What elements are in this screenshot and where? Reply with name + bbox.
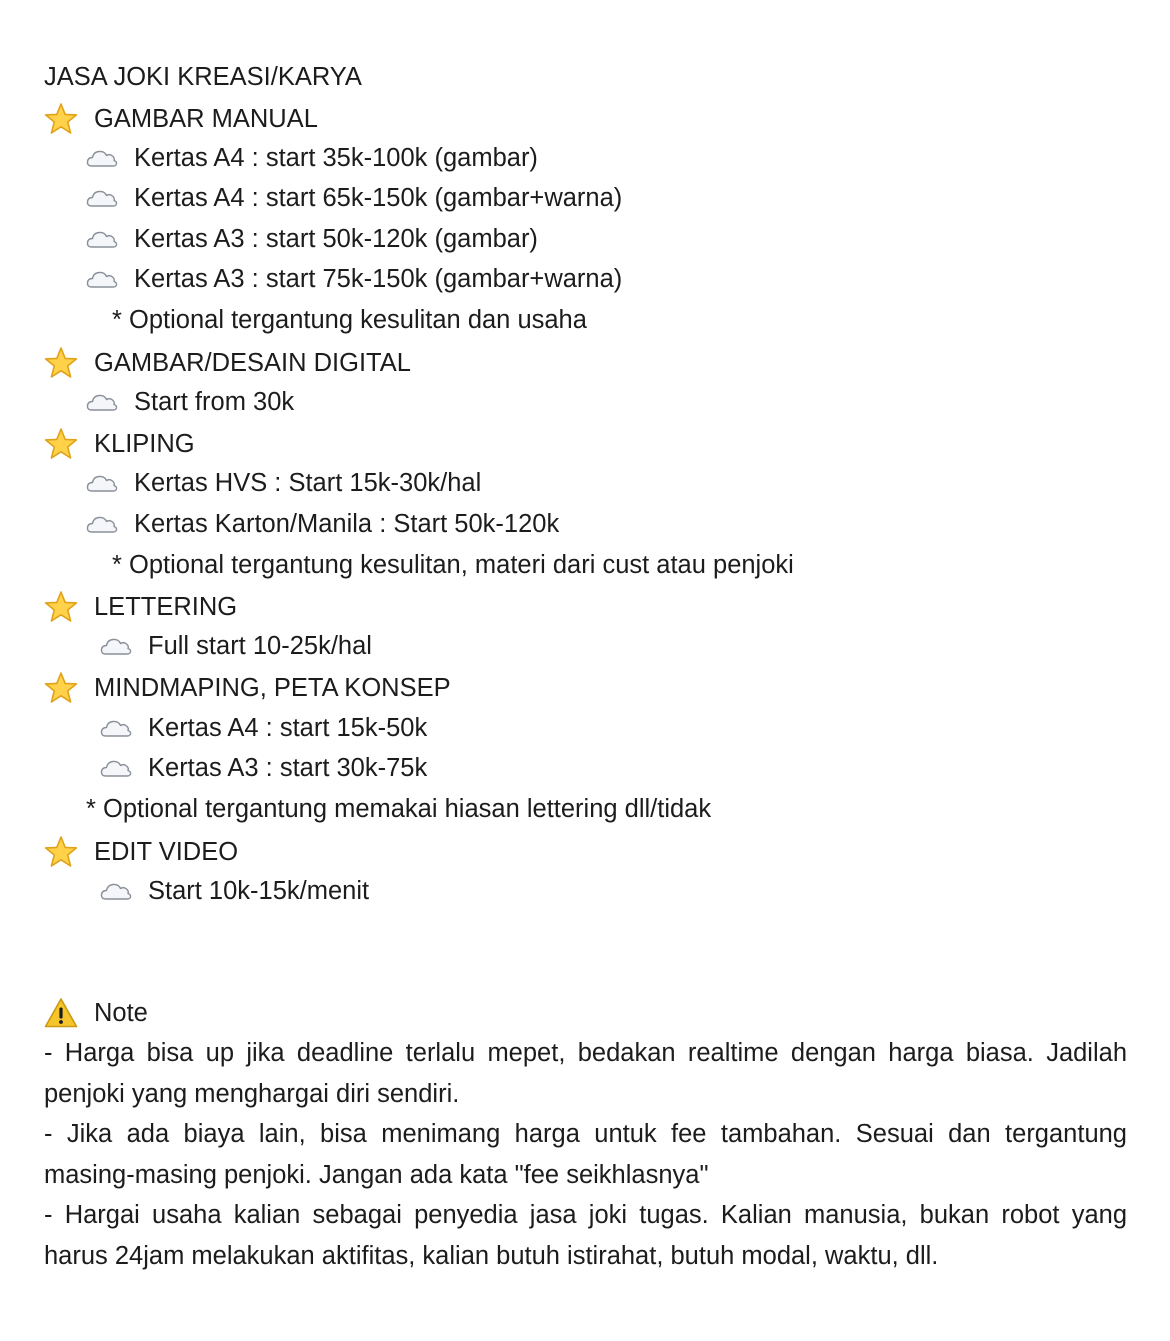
cloud-icon <box>100 757 132 779</box>
note-label: Note <box>94 999 148 1027</box>
list-item <box>86 143 538 173</box>
list-item-text: Kertas A3 : start 50k-120k (gambar) <box>134 225 538 253</box>
cloud-icon <box>86 268 118 290</box>
warning-icon <box>44 997 78 1029</box>
cloud-icon <box>100 880 132 902</box>
cloud-icon <box>100 635 132 657</box>
cloud-icon <box>100 717 132 739</box>
list-item <box>86 264 622 294</box>
list-item-text: Kertas A4 : start 35k-100k (gambar) <box>134 144 538 172</box>
cloud-icon <box>86 147 118 169</box>
cloud-icon <box>86 472 118 494</box>
list-item <box>100 753 427 783</box>
note-paragraph: - Hargai usaha kalian sebagai penyedia jasa joki tugas. Kalian manusia, bukan robot yang harus 24jam melakukan aktifitas, kalian butuh istirahat, butuh modal, waktu, dll. <box>44 1201 1127 1270</box>
note-body <box>44 1033 1127 1276</box>
section-label: LETTERING <box>94 593 238 621</box>
list-item <box>86 509 559 539</box>
footnote: * Optional tergantung kesulitan dan usaha <box>112 306 587 334</box>
list-item-text: Start from 30k <box>134 388 295 416</box>
list-item-text: Kertas Karton/Manila : Start 50k-120k <box>134 510 560 538</box>
list-item <box>86 183 622 213</box>
list-item-text: Kertas A4 : start 65k-150k (gambar+warna) <box>134 184 623 212</box>
note-paragraph: - Harga bisa up jika deadline terlalu mepet, bedakan realtime dengan harga biasa. Jadilah penjoki yang menghargai diri sendiri. <box>44 1039 1127 1108</box>
cloud-icon <box>86 513 118 535</box>
list-item-text: Kertas A4 : start 15k-50k <box>148 714 428 742</box>
list-item-text: Full start 10-25k/hal <box>148 632 372 660</box>
list-item-text: Kertas A3 : start 30k-75k <box>148 754 428 782</box>
section-label: KLIPING <box>94 430 195 458</box>
section-label: MINDMAPING, PETA KONSEP <box>94 674 451 702</box>
section-heading <box>0 427 195 461</box>
star-icon <box>44 590 78 624</box>
section-heading <box>0 835 238 869</box>
list-item-text: Kertas A3 : start 75k-150k (gambar+warna) <box>134 265 623 293</box>
section-label: EDIT VIDEO <box>94 838 239 866</box>
footnote: * Optional tergantung memakai hiasan lettering dll/tidak <box>86 795 712 823</box>
cloud-icon <box>86 228 118 250</box>
star-icon <box>44 346 78 380</box>
section-heading <box>0 102 318 136</box>
star-icon <box>44 671 78 705</box>
cloud-icon <box>86 187 118 209</box>
list-item <box>100 631 372 661</box>
page-title: JASA JOKI KREASI/KARYA <box>44 63 362 91</box>
list-item <box>86 387 294 417</box>
footnote: * Optional tergantung kesulitan, materi dari cust atau penjoki <box>112 551 794 579</box>
list-item <box>86 224 538 254</box>
cloud-icon <box>86 391 118 413</box>
star-icon <box>44 102 78 136</box>
section-heading <box>0 590 237 624</box>
list-item-text: Start 10k-15k/menit <box>148 877 370 905</box>
section-label: GAMBAR MANUAL <box>94 105 318 133</box>
section-label: GAMBAR/DESAIN DIGITAL <box>94 349 411 377</box>
star-icon <box>44 427 78 461</box>
section-heading <box>0 671 451 705</box>
list-item <box>86 468 481 498</box>
section-heading <box>0 346 411 380</box>
star-icon <box>44 835 78 869</box>
list-item-text: Kertas HVS : Start 15k-30k/hal <box>134 469 482 497</box>
list-item <box>100 876 369 906</box>
list-item <box>100 713 427 743</box>
note-heading <box>0 997 148 1029</box>
note-paragraph: - Jika ada biaya lain, bisa menimang harga untuk fee tambahan. Sesuai dan tergantung masing-masing penjoki. Jangan ada kata "fee seikhlasnya" <box>44 1120 1127 1189</box>
